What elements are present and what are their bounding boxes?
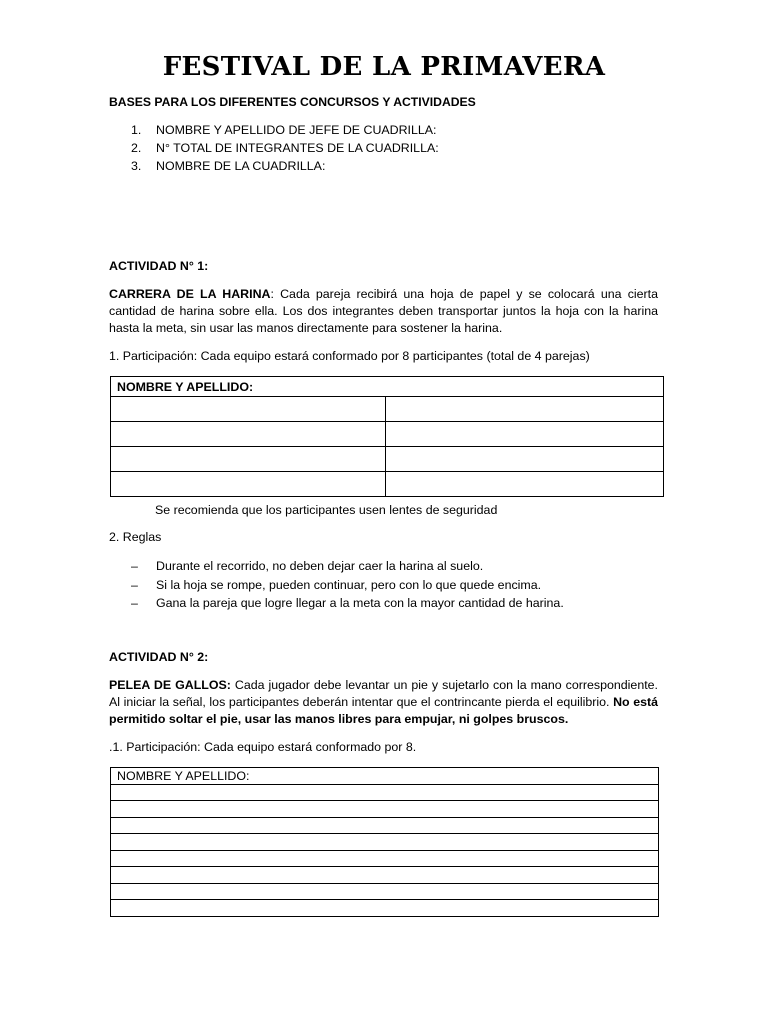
table-row: [111, 850, 659, 867]
list-item: [131, 557, 564, 576]
list-item: [131, 157, 439, 175]
name-cell[interactable]: [386, 397, 664, 422]
list-item: [131, 594, 564, 613]
list-item: [131, 576, 564, 595]
activity2-names-table: [110, 767, 659, 917]
dash-bullet: –: [131, 596, 138, 610]
list-text: NOMBRE DE LA CUADRILLA:: [156, 159, 326, 173]
list-number: 1.: [131, 123, 142, 137]
list-number: 2.: [131, 141, 142, 155]
table-row: [111, 447, 664, 472]
name-cell[interactable]: [111, 834, 659, 851]
table-row: [111, 834, 659, 851]
list-item: [131, 139, 439, 157]
table-row: [111, 867, 659, 884]
table-row: [111, 397, 664, 422]
table-row: [111, 900, 659, 917]
activity1-description: [109, 286, 658, 337]
activity1-name: CARRERA DE LA HARINA: [109, 287, 271, 301]
table-row: [111, 883, 659, 900]
activity2-heading: ACTIVIDAD N° 2:: [109, 650, 209, 664]
activity2-description-bold: No está permitido soltar el pie, usar las manos libres para empujar, ni golpes bruscos.: [109, 695, 658, 726]
name-cell[interactable]: [386, 447, 664, 472]
registration-list: [131, 121, 439, 175]
name-cell[interactable]: [111, 784, 659, 801]
table-row: [111, 817, 659, 834]
dash-bullet: –: [131, 577, 138, 592]
rules-list: [131, 557, 564, 613]
table-row: [111, 422, 664, 447]
table-header: NOMBRE Y APELLIDO:: [111, 377, 664, 397]
list-text: NOMBRE Y APELLIDO DE JEFE DE CUADRILLA:: [156, 123, 437, 137]
name-cell[interactable]: [111, 867, 659, 884]
activity2-description: [109, 677, 658, 728]
table-row: [111, 801, 659, 818]
activity1-names-table: [110, 376, 664, 497]
activity2-description-text: Cada jugador debe levantar un pie y sujetarlo con la mano correspondiente. Al iniciar la señal, los participantes deberán intentar que el contrincante pierda el equilibrio.: [109, 678, 658, 709]
name-cell[interactable]: [111, 883, 659, 900]
list-number: 3.: [131, 159, 142, 173]
list-text: N° TOTAL DE INTEGRANTES DE LA CUADRILLA:: [156, 141, 439, 155]
subtitle: BASES PARA LOS DIFERENTES CONCURSOS Y ACTIVIDADES: [109, 95, 476, 109]
table-row: [111, 784, 659, 801]
name-cell[interactable]: [386, 422, 664, 447]
name-cell[interactable]: [111, 801, 659, 818]
rule-text: Si la hoja se rompe, pueden continuar, pero con lo que quede encima.: [156, 577, 542, 592]
list-item: [131, 121, 439, 139]
name-cell[interactable]: [111, 900, 659, 917]
page-title: FESTIVAL DE LA PRIMAVERA: [162, 52, 606, 82]
safety-note: Se recomienda que los participantes usen lentes de seguridad: [155, 503, 498, 517]
rule-text: Durante el recorrido, no deben dejar caer la harina al suelo.: [156, 559, 484, 573]
rule-text: Gana la pareja que logre llegar a la meta con la mayor cantidad de harina.: [156, 596, 564, 610]
dash-bullet: –: [131, 559, 138, 573]
rules-heading: 2. Reglas: [109, 530, 162, 544]
name-cell[interactable]: [386, 472, 664, 497]
name-cell[interactable]: [111, 397, 386, 422]
name-cell[interactable]: [111, 850, 659, 867]
activity1-participation: 1. Participación: Cada equipo estará conformado por 8 participantes (total de 4 parejas): [109, 349, 590, 363]
table-header: NOMBRE Y APELLIDO:: [111, 768, 659, 785]
name-cell[interactable]: [111, 447, 386, 472]
name-cell[interactable]: [111, 472, 386, 497]
activity1-description-text: : Cada pareja recibirá una hoja de papel y se colocará una cierta cantidad de harina sobre ella. Los dos integrantes deben transportar juntos la hoja con la harina hasta la meta, sin usar las manos directamente para sostener la harina.: [109, 287, 659, 335]
name-cell[interactable]: [111, 422, 386, 447]
activity2-name: PELEA DE GALLOS:: [109, 678, 231, 692]
name-cell[interactable]: [111, 817, 659, 834]
activity1-heading: ACTIVIDAD N° 1:: [109, 259, 209, 273]
activity2-participation: .1. Participación: Cada equipo estará conformado por 8.: [109, 740, 417, 754]
table-row: [111, 472, 664, 497]
